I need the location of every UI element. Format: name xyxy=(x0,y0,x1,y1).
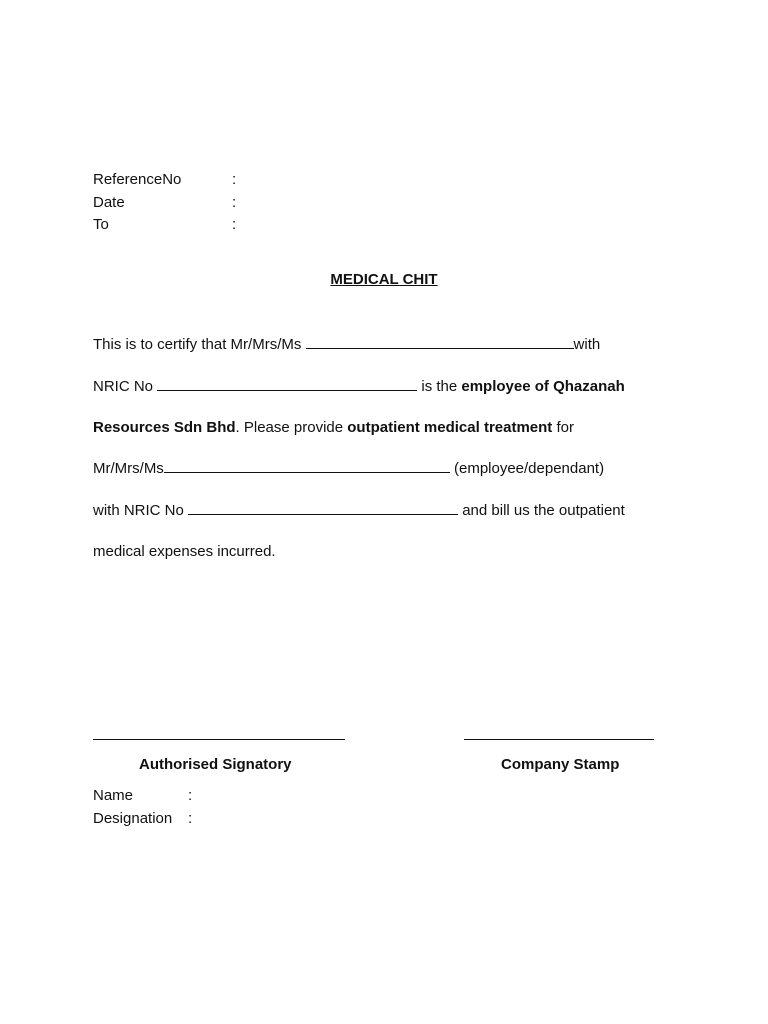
body-line-4 xyxy=(93,458,604,479)
body-line-6 xyxy=(93,542,276,562)
body-text: This is to certify that Mr/Mrs/Ms xyxy=(93,336,306,353)
name-colon: : xyxy=(188,787,193,804)
body-text: for xyxy=(552,419,574,436)
employee-name-blank xyxy=(306,334,574,349)
stamp-line xyxy=(464,739,654,740)
designation-label: Designation xyxy=(93,810,173,827)
body-text: (employee/dependant) xyxy=(449,460,605,477)
company-stamp-label: Company Stamp xyxy=(501,756,620,773)
to-label: To xyxy=(93,216,109,233)
to-row xyxy=(93,215,237,235)
employee-nric-blank xyxy=(157,376,417,391)
body-line-3 xyxy=(93,418,574,438)
date-colon: : xyxy=(232,194,237,211)
name-label: Name xyxy=(93,787,134,804)
body-text: medical expenses incurred. xyxy=(93,543,276,560)
reference-row xyxy=(93,170,237,190)
name-row xyxy=(93,786,193,806)
body-line-1 xyxy=(93,334,600,355)
body-bold-text: Resources Sdn Bhd xyxy=(93,419,236,436)
designation-colon: : xyxy=(188,810,193,827)
body-line-2 xyxy=(93,376,625,397)
body-text: is the xyxy=(417,378,462,395)
body-bold-text: employee of Qhazanah xyxy=(461,378,625,395)
date-label: Date xyxy=(93,194,125,211)
patient-name-blank xyxy=(164,458,450,473)
body-text: . Please provide xyxy=(235,419,348,436)
body-line-5 xyxy=(93,500,625,521)
to-colon: : xyxy=(232,216,237,233)
patient-nric-blank xyxy=(188,500,458,515)
date-row xyxy=(93,193,237,213)
body-text: with xyxy=(573,336,601,353)
body-bold-text: outpatient medical treatment xyxy=(347,419,553,436)
body-text: Mr/Mrs/Ms xyxy=(93,460,164,477)
reference-label: ReferenceNo xyxy=(93,171,182,188)
signature-line xyxy=(93,739,345,740)
authorised-signatory-label: Authorised Signatory xyxy=(139,756,292,773)
reference-colon: : xyxy=(232,171,237,188)
body-text: and bill us the outpatient xyxy=(458,502,625,519)
document-title: MEDICAL CHIT xyxy=(330,271,438,288)
designation-row xyxy=(93,809,193,829)
body-text: with NRIC No xyxy=(93,502,189,519)
body-text: NRIC No xyxy=(93,378,158,395)
